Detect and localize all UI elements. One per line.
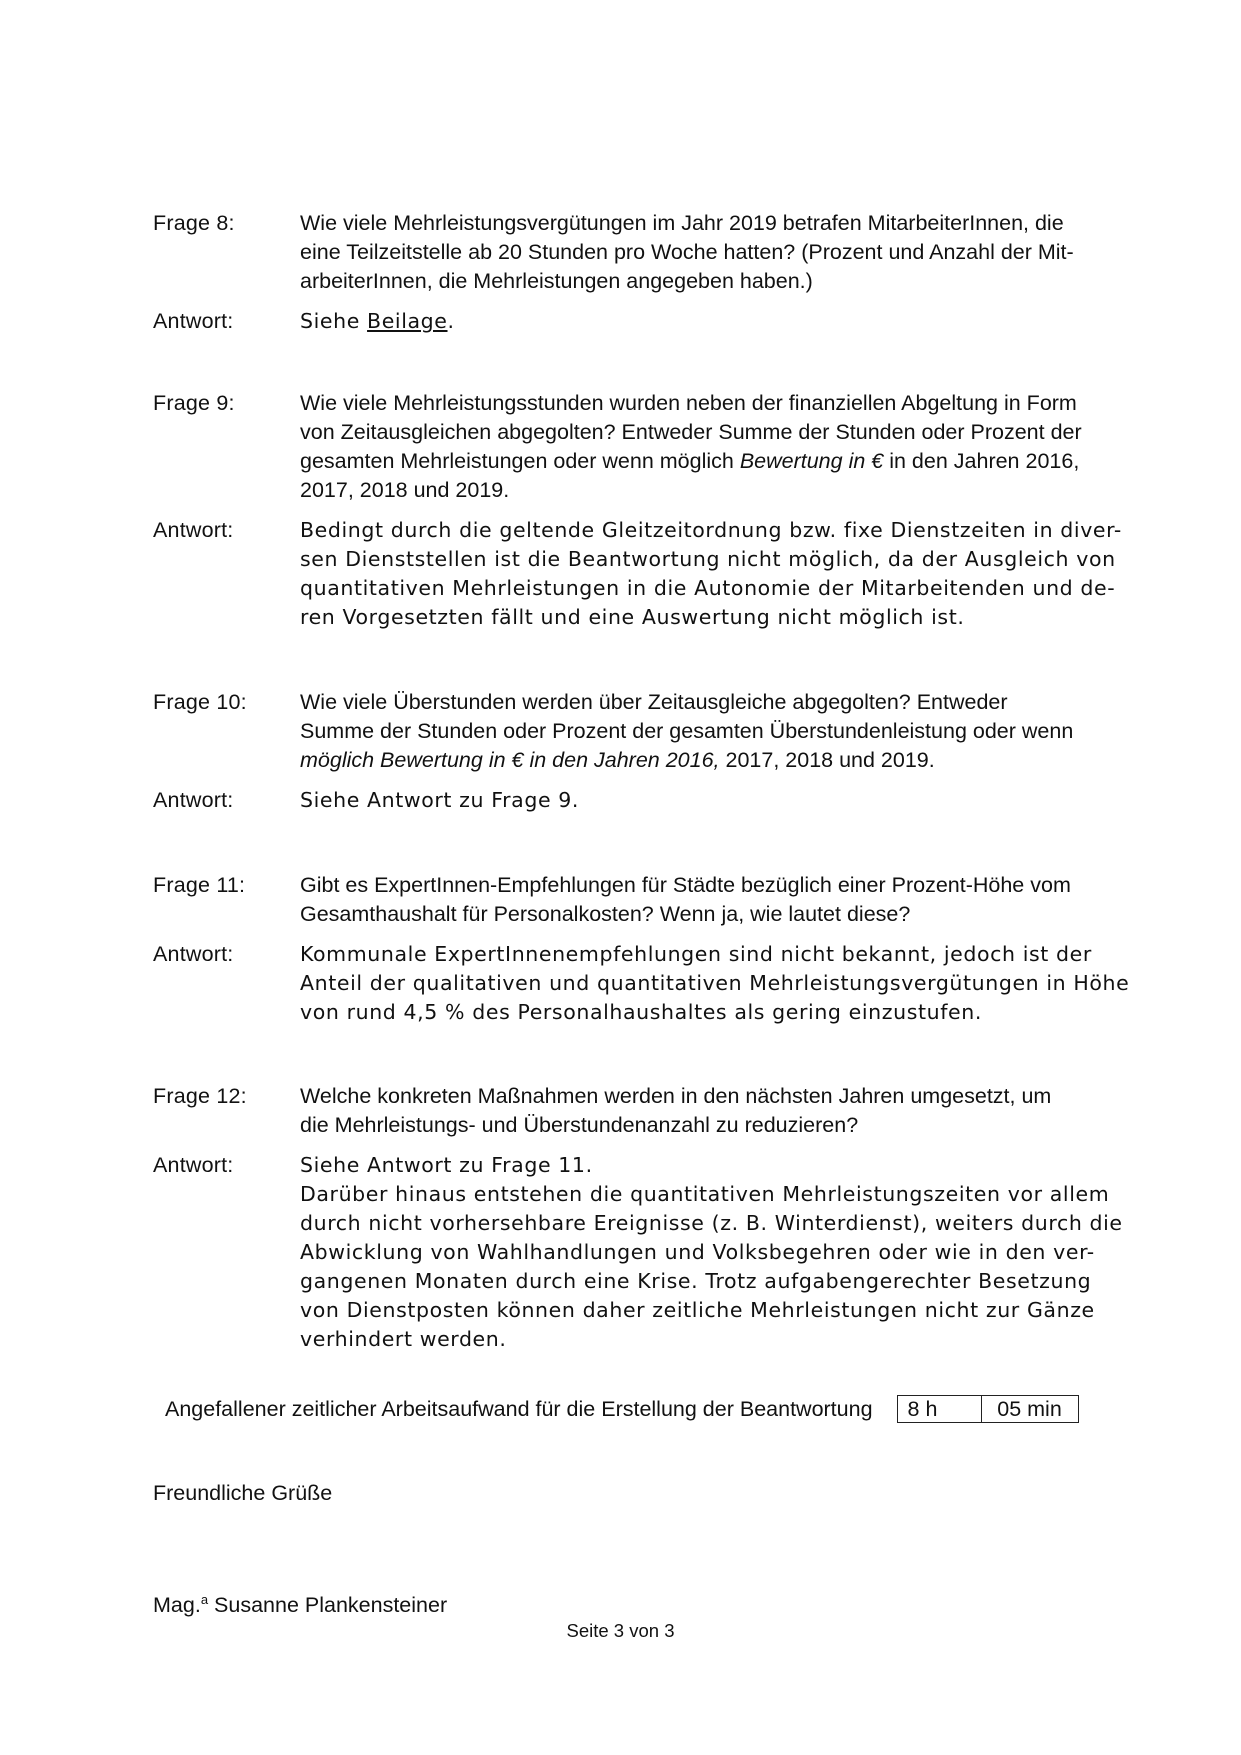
work-effort-label: Angefallener zeitlicher Arbeitsaufwand für die Erstellung der Beantwortung	[165, 1396, 873, 1421]
question-block-12	[153, 1082, 1133, 1354]
work-effort-box	[897, 1395, 1079, 1423]
question-line: 2017, 2018 und 2019.	[300, 478, 510, 502]
question-line: Wie viele Überstunden werden über Zeitausgleiche abgegolten? Entweder	[300, 690, 1008, 714]
question-line: Gesamthaushalt für Personalkosten? Wenn ja, wie lautet diese?	[300, 902, 911, 926]
question-line: Wie viele Mehrleistungsvergütungen im Jahr 2019 betrafen MitarbeiterInnen, die	[300, 211, 1064, 235]
answer-text	[300, 516, 1133, 632]
question-label: Frage 11:	[153, 873, 246, 897]
signature-name: Susanne Plankensteiner	[208, 1593, 448, 1617]
work-effort-minutes: 05 min	[997, 1396, 1062, 1421]
work-effort-row	[165, 1395, 1079, 1423]
question-text-italic: Bewertung in €	[739, 449, 884, 473]
answer-line: verhindert werden.	[300, 1327, 507, 1351]
answer-label: Antwort:	[153, 942, 234, 966]
question-text	[300, 389, 1133, 505]
question-label: Frage 9:	[153, 391, 235, 415]
question-line: Summe der Stunden oder Prozent der gesamten Überstundenleistung oder wenn	[300, 719, 1074, 743]
answer-text	[300, 1151, 1133, 1354]
signature-superscript: a	[200, 1592, 209, 1607]
question-line: die Mehrleistungs- und Überstundenanzahl zu reduzieren?	[300, 1113, 859, 1137]
answer-text	[300, 307, 1133, 336]
answer-line: ren Vorgesetzten fällt und eine Auswertung nicht möglich ist.	[300, 605, 965, 629]
answer-text-suffix: .	[447, 309, 455, 333]
question-block-9	[153, 389, 1133, 632]
answer-line: Darüber hinaus entstehen die quantitativen Mehrleistungszeiten vor allem	[300, 1182, 1110, 1206]
question-text	[300, 871, 1133, 929]
answer-text	[300, 786, 1133, 815]
answer-line: gangenen Monaten durch eine Krise. Trotz aufgabengerechter Besetzung	[300, 1269, 1092, 1293]
question-line	[300, 746, 1133, 775]
question-text	[300, 1082, 1133, 1140]
question-line: von Zeitausgleichen abgegolten? Entweder Summe der Stunden oder Prozent der	[300, 420, 1082, 444]
answer-line: sen Dienststellen ist die Beantwortung nicht möglich, da der Ausgleich von	[300, 547, 1116, 571]
answer-line: Siehe Antwort zu Frage 11.	[300, 1153, 593, 1177]
question-label: Frage 8:	[153, 211, 235, 235]
question-text-suffix: 2017, 2018 und 2019.	[719, 748, 935, 772]
answer-line: Abwicklung von Wahlhandlungen und Volksbegehren oder wie in den ver-	[300, 1240, 1095, 1264]
answer-line: Kommunale ExpertInnenempfehlungen sind nicht bekannt, jedoch ist der	[300, 942, 1092, 966]
question-text-suffix: in den Jahren 2016,	[883, 449, 1080, 473]
signature-prefix: Mag.	[153, 1593, 201, 1617]
question-text-prefix: gesamten Mehrleistungen oder wenn möglich	[300, 449, 740, 473]
answer-text	[300, 940, 1133, 1027]
answer-line: von rund 4,5 % des Personalhaushaltes als gering einzustufen.	[300, 1000, 982, 1024]
question-block-10	[153, 688, 1133, 815]
beilage-link[interactable]: Beilage	[367, 309, 448, 333]
answer-label: Antwort:	[153, 518, 234, 542]
question-label: Frage 10:	[153, 690, 247, 714]
answer-text-prefix: Siehe	[300, 309, 368, 333]
question-text-italic: möglich Bewertung in € in den Jahren 2016,	[300, 748, 720, 772]
question-block-8	[153, 209, 1133, 336]
answer-line: Anteil der qualitativen und quantitativen Mehrleistungsvergütungen in Höhe	[300, 971, 1130, 995]
question-label: Frage 12:	[153, 1084, 247, 1108]
question-line: Welche konkreten Maßnahmen werden in den nächsten Jahren umgesetzt, um	[300, 1084, 1052, 1108]
answer-line: von Dienstposten können daher zeitliche Mehrleistungen nicht zur Gänze	[300, 1298, 1095, 1322]
question-line: arbeiterInnen, die Mehrleistungen angegeben haben.)	[300, 269, 813, 293]
answer-label: Antwort:	[153, 309, 234, 333]
answer-line	[300, 307, 1133, 336]
answer-line: Bedingt durch die geltende Gleitzeitordnung bzw. fixe Dienstzeiten in diver-	[300, 518, 1122, 542]
answer-line: durch nicht vorhersehbare Ereignisse (z. B. Winterdienst), weiters durch die	[300, 1211, 1123, 1235]
question-line: Wie viele Mehrleistungsstunden wurden neben der finanziellen Abgeltung in Form	[300, 391, 1077, 415]
answer-line: Siehe Antwort zu Frage 9.	[300, 788, 580, 812]
question-line	[300, 447, 1133, 476]
question-text	[300, 209, 1133, 296]
answer-label: Antwort:	[153, 788, 234, 812]
question-block-11	[153, 871, 1133, 1027]
closing-greeting: Freundliche Grüße	[153, 1481, 333, 1505]
page-footer: Seite 3 von 3	[566, 1620, 675, 1641]
question-line: eine Teilzeitstelle ab 20 Stunden pro Woche hatten? (Prozent und Anzahl der Mit-	[300, 240, 1074, 264]
signature	[153, 1592, 447, 1618]
answer-label: Antwort:	[153, 1153, 234, 1177]
question-line: Gibt es ExpertInnen-Empfehlungen für Städte bezüglich einer Prozent-Höhe vom	[300, 873, 1071, 897]
answer-line: quantitativen Mehrleistungen in die Autonomie der Mitarbeitenden und de-	[300, 576, 1116, 600]
work-effort-hours: 8 h	[898, 1396, 982, 1422]
question-text	[300, 688, 1133, 775]
